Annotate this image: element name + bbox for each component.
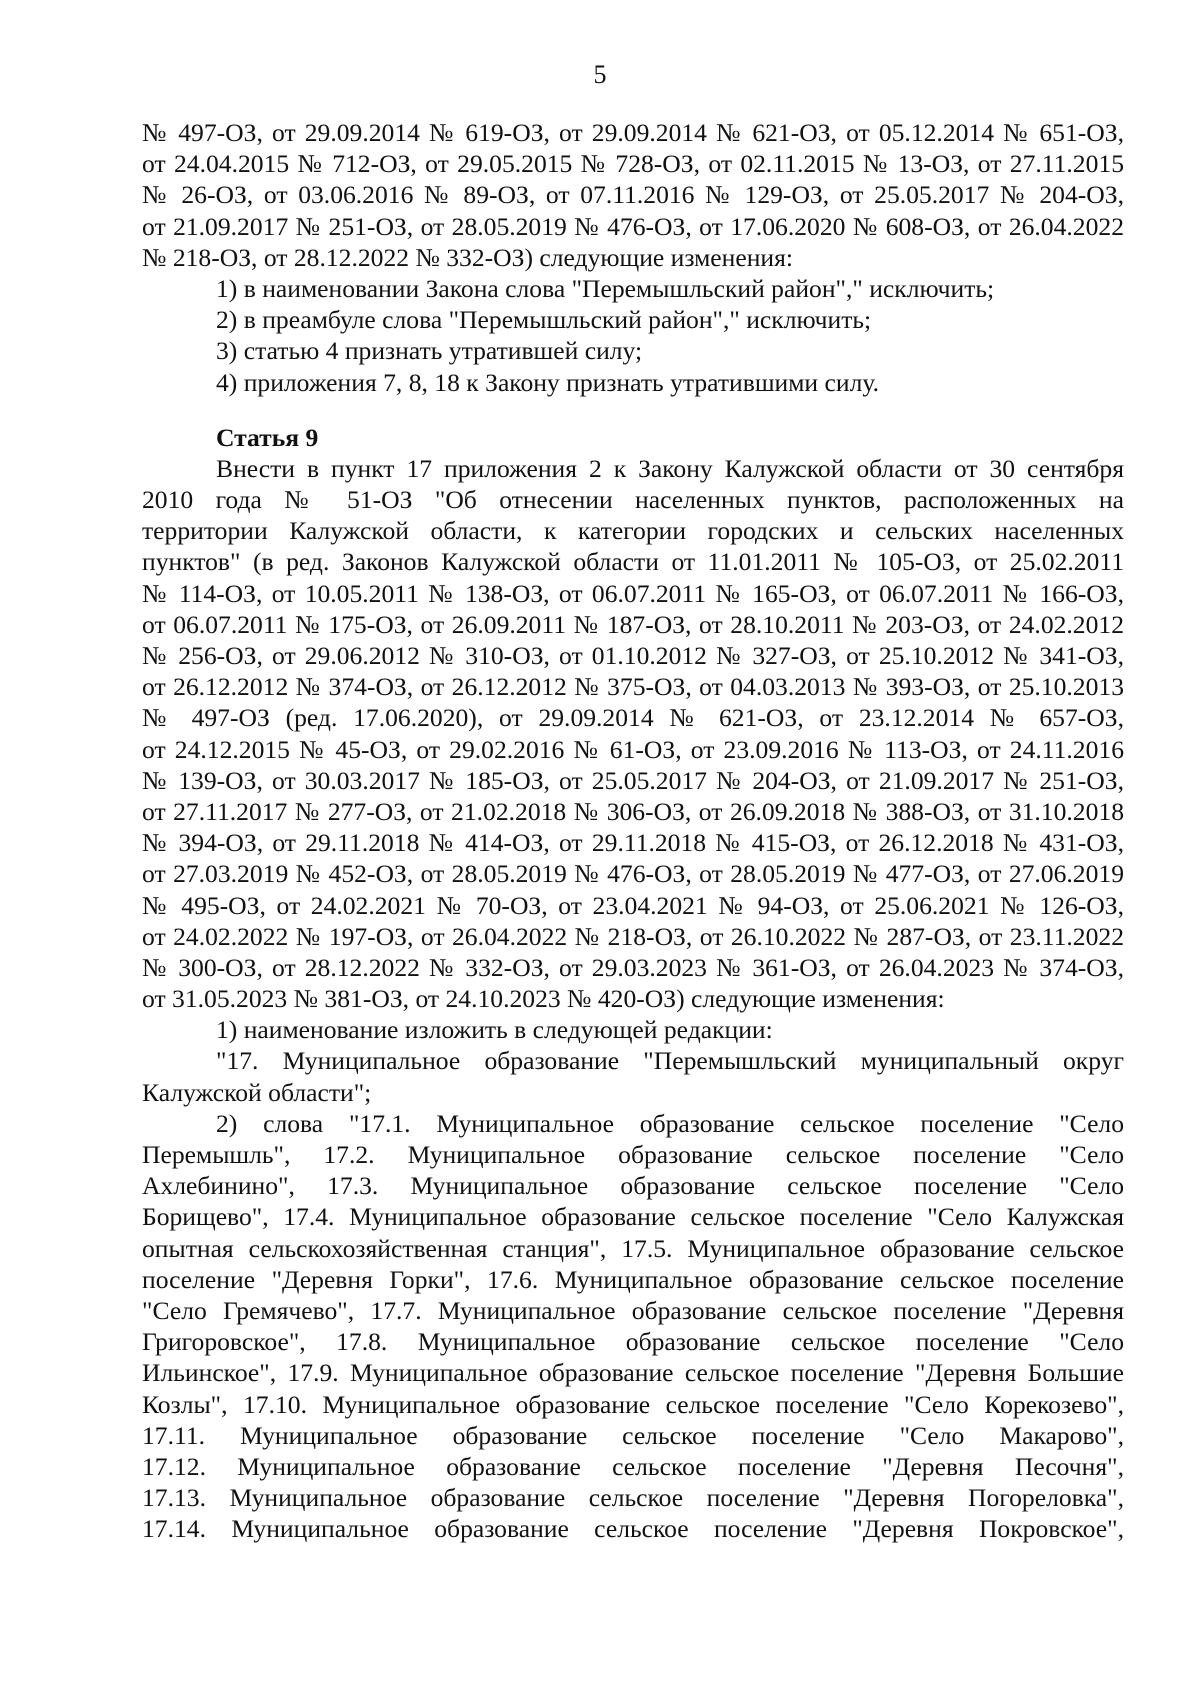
text-line: от 26.12.2012 № 374-ОЗ, от 26.12.2012 № 375-ОЗ, от 04.03.2013 № 393-ОЗ, от 25.10.2013 <box>142 672 1124 702</box>
text-line: "17. Муниципальное образование "Перемышльский муниципальный округ <box>216 1046 1124 1076</box>
text-line: № 26-ОЗ, от 03.06.2016 № 89-ОЗ, от 07.11.2016 № 129-ОЗ, от 25.05.2017 № 204-ОЗ, <box>142 180 1124 210</box>
text-line: поселение "Деревня Горки", 17.6. Муниципальное образование сельское поселение <box>142 1264 1124 1294</box>
list-item: 1) в наименовании Закона слова "Перемышльский район"," исключить; <box>216 273 995 303</box>
text-line: Борищево", 17.4. Муниципальное образование сельское поселение "Село Калужская <box>142 1202 1124 1232</box>
item-2-paragraph <box>142 1108 1124 1545</box>
list-item: 3) статью 4 признать утратившей силу; <box>216 336 643 366</box>
text-line: "Село Гремячево", 17.7. Муниципальное образование сельское поселение "Деревня <box>142 1295 1124 1325</box>
text-line: от 24.04.2015 № 712-ОЗ, от 29.05.2015 № 728-ОЗ, от 02.11.2015 № 13-ОЗ, от 27.11.2015 <box>142 149 1124 179</box>
page-number: 5 <box>593 60 607 89</box>
text-line: от 27.03.2019 № 452-ОЗ, от 28.05.2019 № 476-ОЗ, от 28.05.2019 № 477-ОЗ, от 27.06.2019 <box>142 859 1124 889</box>
list-item: 2) в преамбуле слова "Перемышльский район"," исключить; <box>216 305 872 335</box>
text-line: от 24.02.2022 № 197-ОЗ, от 26.04.2022 № 218-ОЗ, от 26.10.2022 № 287-ОЗ, от 23.11.2022 <box>142 921 1124 951</box>
text-line: № 497-ОЗ (ред. 17.06.2020), от 29.09.2014 № 621-ОЗ, от 23.12.2014 № 657-ОЗ, <box>142 703 1124 733</box>
text-line: от 31.05.2023 № 381-ОЗ, от 24.10.2023 № 420-ОЗ) следующие изменения: <box>142 984 945 1014</box>
previous-article-tail <box>142 117 1124 398</box>
text-line: Григоровское", 17.8. Муниципальное образование сельское поселение "Село <box>142 1327 1124 1357</box>
text-line: от 21.09.2017 № 251-ОЗ, от 28.05.2019 № 476-ОЗ, от 17.06.2020 № 608-ОЗ, от 26.04.2022 <box>142 211 1124 241</box>
text-line: от 24.12.2015 № 45-ОЗ, от 29.02.2016 № 61-ОЗ, от 23.09.2016 № 113-ОЗ, от 24.11.2016 <box>142 734 1124 764</box>
text-line: № 256-ОЗ, от 29.06.2012 № 310-ОЗ, от 01.10.2012 № 327-ОЗ, от 25.10.2012 № 341-ОЗ, <box>142 641 1124 670</box>
text-line: пунктов" (в ред. Законов Калужской области от 11.01.2011 № 105-ОЗ, от 25.02.2011 <box>142 547 1124 577</box>
text-line: № 218-ОЗ, от 28.12.2022 № 332-ОЗ) следующие изменения: <box>142 242 793 272</box>
text-line: Козлы", 17.10. Муниципальное образование сельское поселение "Село Корекозево", <box>142 1389 1124 1419</box>
article-heading: Статья 9 <box>216 422 319 452</box>
quoted-name <box>142 1045 1124 1107</box>
text-line: № 495-ОЗ, от 24.02.2021 № 70-ОЗ, от 23.04.2021 № 94-ОЗ, от 25.06.2021 № 126-ОЗ, <box>142 890 1124 920</box>
article-intro <box>142 453 1124 1014</box>
document-body <box>142 117 1124 1544</box>
list-item: 4) приложения 7, 8, 18 к Закону признать утратившими силу. <box>216 367 879 397</box>
text-line: территории Калужской области, к категории городских и сельских населенных <box>142 516 1124 546</box>
text-line: № 139-ОЗ, от 30.03.2017 № 185-ОЗ, от 25.05.2017 № 204-ОЗ, от 21.09.2017 № 251-ОЗ, <box>142 765 1124 795</box>
text-line: Перемышль", 17.2. Муниципальное образование сельское поселение "Село <box>142 1140 1124 1169</box>
text-line: Внести в пункт 17 приложения 2 к Закону Калужской области от 30 сентября <box>216 453 1124 483</box>
text-line: 17.12. Муниципальное образование сельское поселение "Деревня Песочня", <box>142 1451 1124 1481</box>
text-line: Калужской области"; <box>142 1077 372 1107</box>
text-line: 17.13. Муниципальное образование сельское поселение "Деревня Погореловка", <box>142 1483 1124 1513</box>
text-line: от 27.11.2017 № 277-ОЗ, от 21.02.2018 № 306-ОЗ, от 26.09.2018 № 388-ОЗ, от 31.10.2018 <box>142 796 1124 826</box>
list-item: 1) наименование изложить в следующей редакции: <box>216 1015 773 1045</box>
text-line: № 497-ОЗ, от 29.09.2014 № 619-ОЗ, от 29.09.2014 № 621-ОЗ, от 05.12.2014 № 651-ОЗ, <box>142 118 1124 147</box>
text-line: 17.14. Муниципальное образование сельское поселение "Деревня Покровское", <box>142 1514 1124 1544</box>
text-line: № 394-ОЗ, от 29.11.2018 № 414-ОЗ, от 29.11.2018 № 415-ОЗ, от 26.12.2018 № 431-ОЗ, <box>142 828 1124 858</box>
text-line: 2010 года № 51-ОЗ "Об отнесении населенных пунктов, расположенных на <box>142 485 1124 515</box>
text-line: от 06.07.2011 № 175-ОЗ, от 26.09.2011 № 187-ОЗ, от 28.10.2011 № 203-ОЗ, от 24.02.2012 <box>142 609 1124 639</box>
text-line: 2) слова "17.1. Муниципальное образование сельское поселение "Село <box>216 1108 1124 1138</box>
text-line: 17.11. Муниципальное образование сельское поселение "Село Макарово", <box>142 1420 1124 1450</box>
text-line: опытная сельскохозяйственная станция", 17.5. Муниципальное образование сельское <box>142 1233 1124 1263</box>
text-line: № 300-ОЗ, от 28.12.2022 № 332-ОЗ, от 29.03.2023 № 361-ОЗ, от 26.04.2023 № 374-ОЗ, <box>142 952 1124 982</box>
text-line: Ахлебинино", 17.3. Муниципальное образование сельское поселение "Село <box>142 1171 1124 1201</box>
text-line: Ильинское", 17.9. Муниципальное образование сельское поселение "Деревня Большие <box>142 1358 1124 1388</box>
text-line: № 114-ОЗ, от 10.05.2011 № 138-ОЗ, от 06.07.2011 № 165-ОЗ, от 06.07.2011 № 166-ОЗ, <box>142 578 1124 608</box>
